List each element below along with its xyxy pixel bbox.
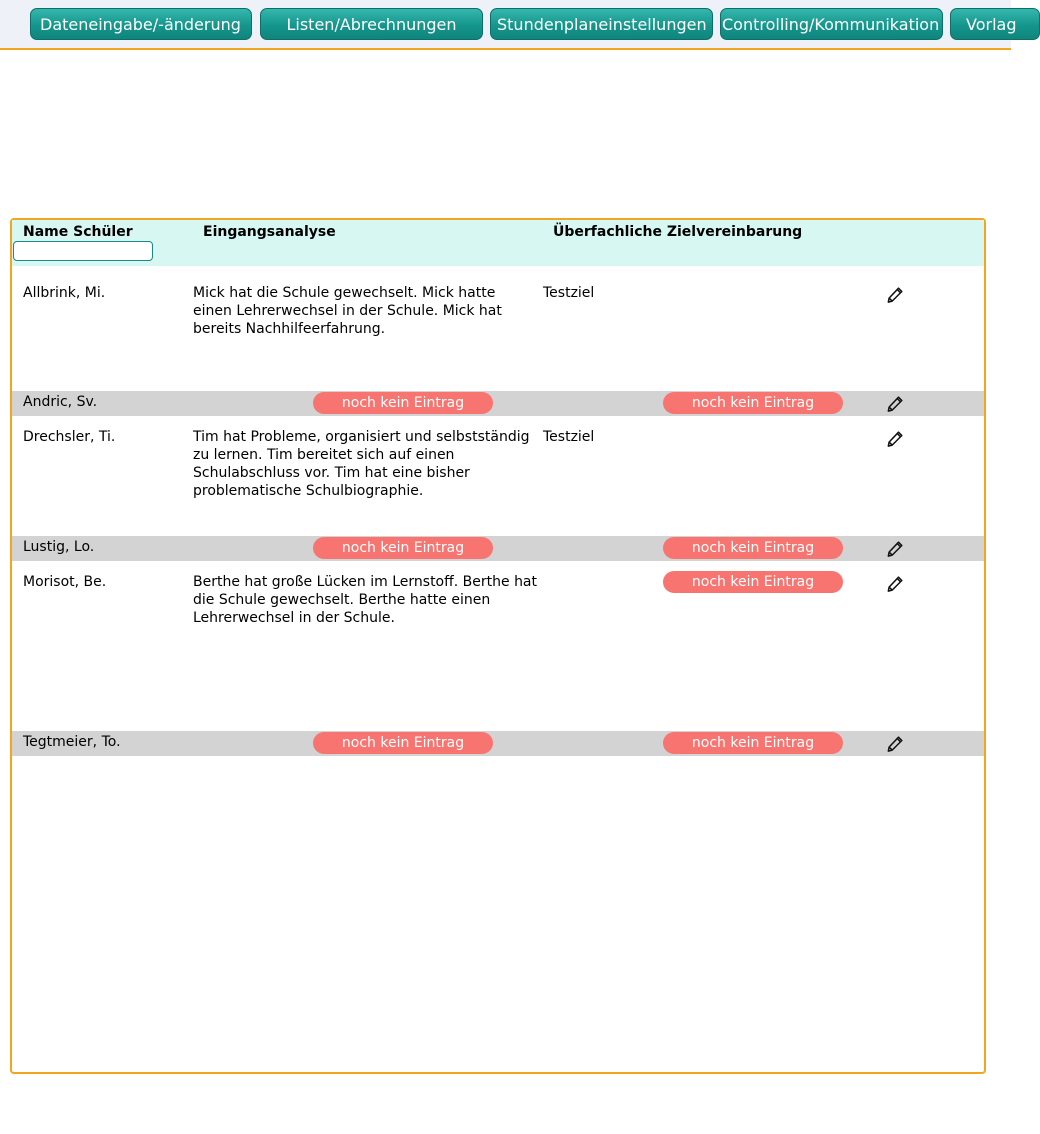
- pencil-icon[interactable]: [886, 735, 904, 753]
- student-name: Allbrink, Mi.: [23, 285, 106, 301]
- pencil-icon[interactable]: [886, 430, 904, 448]
- student-name: Lustig, Lo.: [23, 539, 95, 555]
- student-goals-table: [10, 218, 986, 1074]
- empty-entry-badge: noch kein Eintrag: [663, 571, 843, 593]
- top-navigation-bar: [0, 0, 1017, 50]
- table-header: [12, 220, 984, 266]
- table-row: [12, 561, 984, 731]
- pencil-icon[interactable]: [886, 575, 904, 593]
- tab-controlling-kommunikation[interactable]: Controlling/Kommunikation: [720, 8, 943, 40]
- empty-entry-badge: noch kein Eintrag: [663, 732, 843, 754]
- zielvereinbarung-text: Testziel: [543, 285, 595, 301]
- eingangsanalyse-text: Berthe hat große Lücken im Lernstoff. Berthe hat die Schule gewechselt. Berthe hatte einen Lehrerwechsel in der Schule.: [193, 574, 538, 626]
- empty-entry-badge: noch kein Eintrag: [663, 537, 843, 559]
- pencil-icon[interactable]: [886, 395, 904, 413]
- tab-dateneingabe[interactable]: Dateneingabe/-änderung: [30, 8, 252, 40]
- table-row: [12, 391, 984, 416]
- column-header-zielvereinbarung: Überfachliche Zielvereinbarung: [553, 224, 803, 240]
- empty-entry-badge: noch kein Eintrag: [663, 392, 843, 414]
- pencil-icon[interactable]: [886, 540, 904, 558]
- empty-entry-badge: noch kein Eintrag: [313, 537, 493, 559]
- student-name: Tegtmeier, To.: [23, 734, 121, 750]
- tab-listen-abrechnungen[interactable]: Listen/Abrechnungen: [260, 8, 483, 40]
- table-row: [12, 266, 984, 391]
- student-name: Morisot, Be.: [23, 574, 107, 590]
- name-filter-input[interactable]: [13, 241, 153, 261]
- empty-entry-badge: noch kein Eintrag: [313, 732, 493, 754]
- empty-entry-badge: noch kein Eintrag: [313, 392, 493, 414]
- tab-vorlagen[interactable]: Vorlag: [950, 8, 1040, 40]
- column-header-eingangsanalyse: Eingangsanalyse: [203, 224, 336, 240]
- column-header-name: Name Schüler: [23, 224, 133, 240]
- eingangsanalyse-text: Mick hat die Schule gewechselt. Mick hatte einen Lehrerwechsel in der Schule. Mick hat bereits Nachhilfeerfahrung.: [193, 285, 502, 337]
- zielvereinbarung-text: Testziel: [543, 429, 595, 445]
- pencil-icon[interactable]: [886, 286, 904, 304]
- student-name: Drechsler, Ti.: [23, 429, 116, 445]
- table-row: [12, 536, 984, 561]
- table-row: [12, 731, 984, 756]
- table-row: [12, 416, 984, 536]
- student-name: Andric, Sv.: [23, 394, 98, 410]
- eingangsanalyse-text: Tim hat Probleme, organisiert und selbstständig zu lernen. Tim bereitet sich auf einen Schulabschluss vor. Tim hat eine bisher problematische Schulbiographie.: [193, 429, 530, 499]
- tab-stundenplaneinstellungen[interactable]: Stundenplaneinstellungen: [490, 8, 713, 40]
